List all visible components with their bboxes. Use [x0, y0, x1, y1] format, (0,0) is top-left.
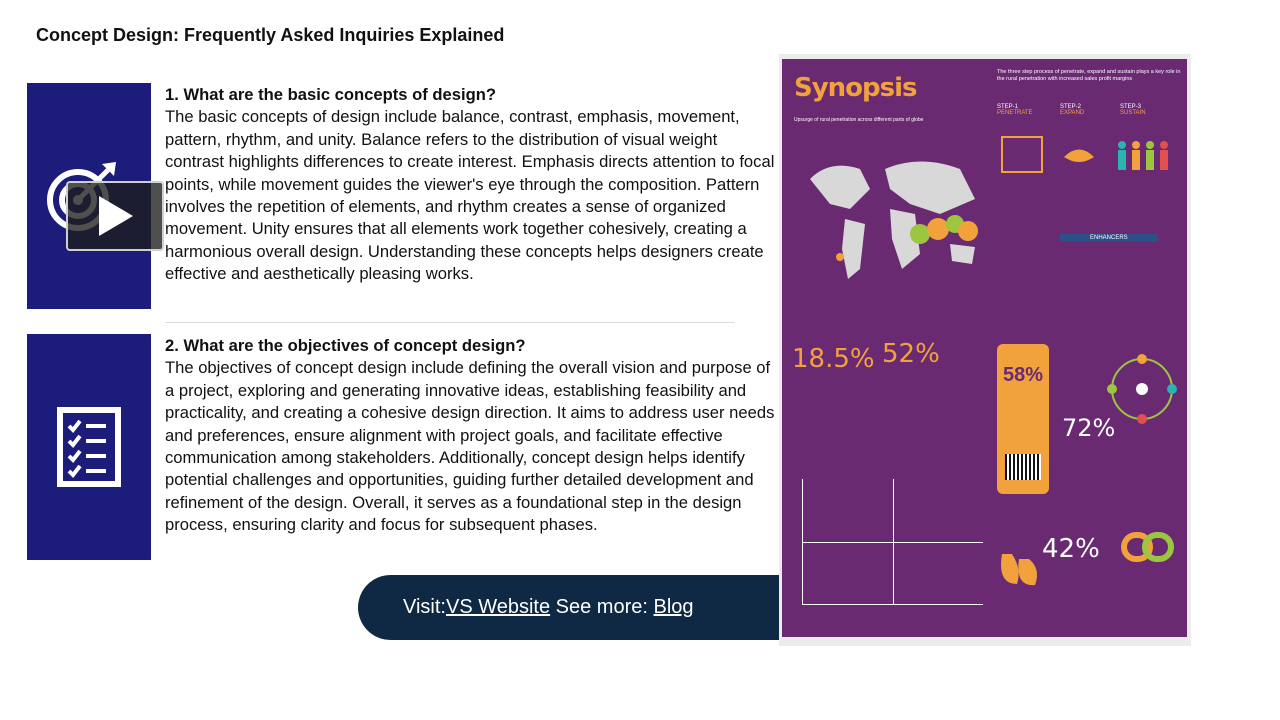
step-3: STEP-3 SUSTAIN: [1120, 104, 1146, 116]
stat-5: 42%: [1042, 534, 1100, 564]
faq-answer-2: The objectives of concept design include defining the overall vision and purpose of a project, exploring and generating innovative ideas, establishing feasibility and practicality, and creating a cohesive design direction. It aims to address user needs and preferences, ensure alignment with project goals, and facilitate effective communication among stakeholders. Additionally, concept design helps identify potential challenges and opportunities, guiding further detailed development and refinement of the design. Overall, it serves as a foundational step in the design process, ensuring clarity and focus for subsequent phases.: [165, 358, 775, 535]
stat-3-tag: [997, 344, 1049, 494]
barcode: [1005, 454, 1041, 480]
see-more-label: See more:: [550, 596, 654, 618]
page-title: Concept Design: Frequently Asked Inquiries Explained: [36, 25, 505, 45]
video-play-button[interactable]: [66, 181, 164, 251]
step-2: STEP-2 EXPAND: [1060, 104, 1085, 116]
money-bags-icon: [997, 529, 1042, 589]
quadrant-area: [802, 479, 983, 605]
map-caption: Upsurge of rural penetration across different parts of globe: [794, 117, 924, 123]
step-1: STEP-1 PENETRATE: [997, 104, 1033, 116]
steps-illustration: [994, 127, 1184, 187]
stat-4: 72%: [1062, 414, 1116, 442]
network-illustration: [1102, 349, 1182, 429]
visit-bar: [358, 575, 798, 640]
faq-question-2: 2. What are the objectives of concept design?: [165, 336, 526, 355]
checklist-icon: [56, 406, 122, 488]
stat-3: 58%: [1003, 364, 1044, 386]
stat-1: 18.5%: [792, 344, 875, 374]
visit-label: Visit:: [403, 596, 446, 618]
infographic-header-text: The three step process of penetrate, expand and sustain plays a key role in the rural penetration with increased sales profit margins: [997, 69, 1181, 82]
vs-website-link[interactable]: VS Website: [445, 596, 551, 618]
infographic-title: Synopsis: [794, 73, 917, 103]
world-map: [790, 129, 990, 309]
infographic-canvas: [782, 59, 1187, 637]
faq-question-1: 1. What are the basic concepts of design?: [165, 85, 497, 104]
faq-item-1: [165, 84, 779, 286]
faq-icon-panel-2: [27, 334, 151, 560]
play-icon: [95, 194, 135, 238]
faq-divider: [165, 322, 735, 323]
enhancers-label: ENHANCERS: [1060, 234, 1158, 242]
chain-link-icon: [1120, 527, 1175, 567]
blog-link[interactable]: Blog: [653, 596, 694, 618]
faq-answer-1: The basic concepts of design include balance, contrast, emphasis, movement, pattern, rhythm, and unity. Balance refers to the distribution of visual weight contrast highlights differences to create interest. Emphasis directs attention to focal points, while movement guides the viewer's eye through the composition. Pattern involves the repetition of elements, and rhythm creates a sense of organized movement. Unity ensures that all elements work together cohesively, creating a harmonious overall design. Understanding these concepts helps designers create effective and aesthetically pleasing works.: [165, 107, 775, 284]
faq-item-2: [165, 335, 779, 537]
stat-2: 52%: [882, 339, 940, 369]
infographic-image: [779, 54, 1191, 646]
